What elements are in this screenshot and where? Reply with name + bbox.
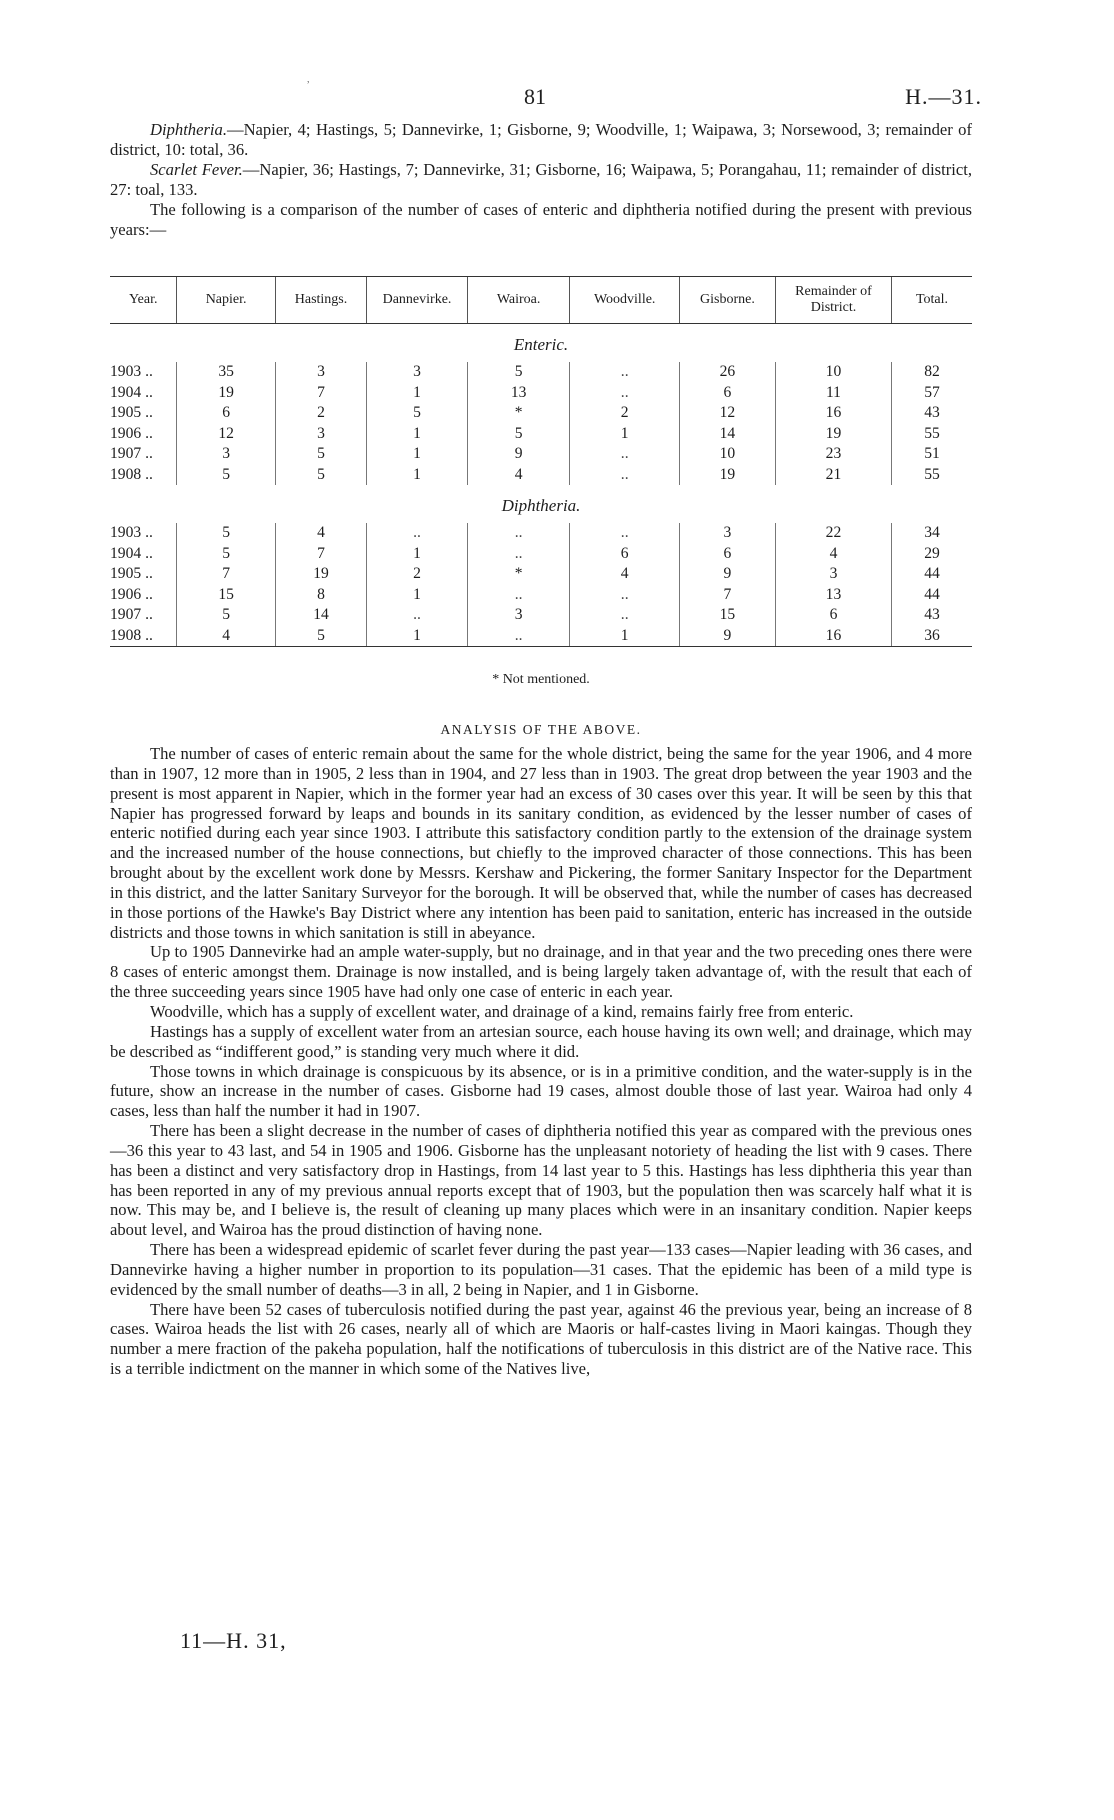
column-header: Gisborne. — [679, 277, 775, 324]
table-cell: 19 — [775, 424, 891, 445]
table-cell: 21 — [775, 465, 891, 486]
column-header: Hastings. — [275, 277, 367, 324]
table-cell: 4 — [467, 465, 570, 486]
table-cell: 6 — [775, 605, 891, 626]
analysis-paragraph: There has been a widespread epidemic of scarlet fever during the past year—133 cases—Napier leading with 36 cases, and Dannevirke having a higher number in proportion to its population—31 cases. That the epidemic has been of a mild type is evidenced by the small number of deaths—3 in all, 2 being in Napier, and 1 in Gisborne. — [110, 1240, 972, 1299]
table-cell: .. — [467, 626, 570, 647]
table-cell: 43 — [892, 605, 972, 626]
table-row — [110, 465, 972, 486]
analysis-section — [110, 720, 972, 1379]
table-cell: 29 — [892, 544, 972, 565]
table-cell: 55 — [892, 424, 972, 445]
table-cell: 1 — [570, 424, 679, 445]
table-cell: 6 — [679, 383, 775, 404]
table-cell: 3 — [775, 564, 891, 585]
page-header — [0, 84, 1114, 114]
table-cell: 12 — [679, 403, 775, 424]
table-cell: 1 — [367, 544, 467, 565]
table-cell: 1 — [367, 424, 467, 445]
year-cell: 1906 .. — [110, 585, 153, 603]
table-cell: 1 — [367, 585, 467, 606]
table-cell: 44 — [892, 564, 972, 585]
table-cell: .. — [467, 544, 570, 565]
scarlet-paragraph — [110, 160, 972, 200]
table-cell: 7 — [177, 564, 275, 585]
table-row — [110, 362, 972, 383]
table-cell: 8 — [275, 585, 367, 606]
table-row — [110, 403, 972, 424]
year-cell: 1908 .. — [110, 465, 153, 483]
table-cell: 7 — [679, 585, 775, 606]
table-footnote: * Not mentioned. — [492, 672, 590, 687]
table-cell: 82 — [892, 362, 972, 383]
analysis-paragraphs — [110, 744, 972, 1379]
year-cell: 1905 .. — [110, 404, 153, 421]
table-cell: 5 — [177, 544, 275, 565]
table-cell: 5 — [467, 362, 570, 383]
table-cell: * — [467, 403, 570, 424]
page-number: 81 — [524, 84, 546, 109]
table-row — [110, 585, 972, 606]
column-header: Woodville. — [570, 277, 679, 324]
table-cell: 5 — [275, 444, 367, 465]
table-cell: 19 — [177, 383, 275, 404]
section-title: Diphtheria. — [501, 495, 581, 515]
table-cell: 19 — [275, 564, 367, 585]
column-header: Napier. — [177, 277, 275, 324]
year-cell: 1906 .. — [110, 424, 153, 442]
table-cell: 43 — [892, 403, 972, 424]
table-cell: .. — [570, 444, 679, 465]
table-cell: 15 — [177, 585, 275, 606]
table-cell: 3 — [275, 362, 367, 383]
table-cell: 6 — [679, 544, 775, 565]
column-header: Year. — [110, 277, 177, 324]
table-cell: .. — [570, 523, 679, 544]
table-cell: .. — [467, 523, 570, 544]
analysis-paragraph: There has been a slight decrease in the number of cases of diphtheria notified this year as compared with the previous ones—36 this year to 43 last, and 54 in 1905 and 1906. Gisborne has the unpleasant notoriety of heading the list with 9 cases. There has been a distinct and very satisfactory drop in Hastings, from 14 last year to 5 this. Hastings has less diphtheria this year than has been reported in any of my previous annual reports except that of 1903, but the population then was scarcely half what it is now. This may be, and I believe is, the result of cleaning up many places which were in an insanitary condition. Napier keeps about level, and Wairoa has the proud distinction of having none. — [110, 1121, 972, 1240]
table-cell: 5 — [177, 465, 275, 486]
table-cell: 26 — [679, 362, 775, 383]
column-header: Dannevirke. — [367, 277, 467, 324]
table-cell: .. — [570, 465, 679, 486]
table-cell: 5 — [367, 403, 467, 424]
table-header — [110, 277, 972, 324]
table-cell: 9 — [679, 564, 775, 585]
table-cell: .. — [570, 362, 679, 383]
section-title: Enteric. — [513, 334, 569, 354]
table-cell: 51 — [892, 444, 972, 465]
year-cell: 1907 .. — [110, 445, 153, 462]
table-cell: .. — [570, 605, 679, 626]
table-cell: 4 — [775, 544, 891, 565]
section-heading-row — [110, 485, 972, 523]
table-cell: 44 — [892, 585, 972, 606]
table-cell: 5 — [177, 523, 275, 544]
table-cell: .. — [570, 383, 679, 404]
table-cell: 1 — [367, 383, 467, 404]
column-header: Total. — [892, 277, 972, 324]
table-header-row — [110, 277, 972, 324]
table-cell: 19 — [679, 465, 775, 486]
table-cell: 6 — [177, 403, 275, 424]
diphtheria-paragraph — [110, 120, 972, 160]
intro-section — [110, 120, 972, 240]
table-cell: 3 — [275, 424, 367, 445]
comparison-table — [110, 276, 972, 647]
table-row — [110, 544, 972, 565]
analysis-paragraph: The number of cases of enteric remain about the same for the whole district, being the same for the year 1906, and 4 more than in 1907, 12 more than in 1905, 2 less than in 1904, and 27 less than in 1903. The great drop between the year 1903 and the present is most apparent in Napier, which in the former year had an excess of 30 cases over this year. It will be seen by this that Napier has progressed forward by leaps and bounds in its sanitary condition, as evidenced by the lesser number of cases of enteric notified during each year since 1903. I attribute this satisfactory condition partly to the extension of the drainage system and the increased number of the house connections, but chiefly to the improved character of those connections. This has been brought about by the excellent work done by Messrs. Kershaw and Pickering, the former Sanitary Inspector for the Department in this district, and the latter Sanitary Surveyor for the borough. It will be observed that, while the number of cases has decreased in those portions of the Hawke's Bay District where any intention has been paid to sanitation, enteric has increased in the outside districts and those towns in which sanitation is still in abeyance. — [110, 744, 972, 942]
table-cell: 55 — [892, 465, 972, 486]
paper-reference: H.—31. — [905, 84, 982, 109]
analysis-paragraph: Woodville, which has a supply of excellent water, and drainage of a kind, remains fairly free from enteric. — [150, 1001, 854, 1021]
table-cell: 10 — [679, 444, 775, 465]
analysis-paragraph: Up to 1905 Dannevirke had an ample water-supply, but no drainage, and in that year and the two preceding ones there were 8 cases of enteric amongst them. Drainage is now installed, and is being largely taken advantage of, with the result that each of the three succeeding years since 1905 have had only one case of enteric in each year. — [110, 942, 972, 1002]
table-cell: 5 — [467, 424, 570, 445]
table-cell: 4 — [570, 564, 679, 585]
table-cell: 2 — [367, 564, 467, 585]
table-cell: 7 — [275, 383, 367, 404]
table-cell: .. — [570, 585, 679, 606]
table-cell: .. — [467, 585, 570, 606]
column-header: Remainder of District. — [775, 277, 891, 324]
table-row — [110, 523, 972, 544]
table-cell: 2 — [275, 403, 367, 424]
table-row — [110, 444, 972, 465]
analysis-paragraph: There have been 52 cases of tuberculosis notified during the past year, against 46 the previous year, being an increase of 8 cases. Wairoa heads the list with 26 cases, nearly all of which are Maoris or half-castes living in Maori kaingas. Though they number a mere fraction of the pakeha population, half the notifications of tuberculosis in this district are of the Native race. This is a terrible indictment on the manner in which some of the Natives live, — [110, 1299, 972, 1379]
table-cell: 13 — [467, 383, 570, 404]
table-row — [110, 424, 972, 445]
table-cell: 3 — [177, 444, 275, 465]
diphtheria-text: —Napier, 4; Hastings, 5; Dannevirke, 1; Gisborne, 9; Woodville, 1; Waipawa, 3; Norsewood, 3; remainder of district, 10: total, 36. — [110, 120, 972, 159]
table-cell: .. — [367, 523, 467, 544]
table-body — [110, 324, 972, 647]
table-cell: 12 — [177, 424, 275, 445]
table-cell: 15 — [679, 605, 775, 626]
year-cell: 1903 .. — [110, 363, 153, 380]
comparison-paragraph: The following is a comparison of the number of cases of enteric and diphtheria notified during the present with previous years:— — [110, 200, 972, 239]
table-cell: 16 — [775, 626, 891, 647]
table-cell: 5 — [177, 605, 275, 626]
table-row — [110, 605, 972, 626]
table-cell: 14 — [275, 605, 367, 626]
table-cell: 11 — [775, 383, 891, 404]
column-header: Wairoa. — [467, 277, 570, 324]
stray-mark: , — [307, 74, 310, 85]
table-cell: 3 — [679, 523, 775, 544]
year-cell: 1904 .. — [110, 383, 153, 401]
year-cell: 1903 .. — [110, 524, 153, 541]
table-cell: 3 — [367, 362, 467, 383]
table-cell: 14 — [679, 424, 775, 445]
table-cell: 13 — [775, 585, 891, 606]
table-cell: 4 — [177, 626, 275, 647]
table-cell: 23 — [775, 444, 891, 465]
year-cell: 1908 .. — [110, 626, 177, 647]
comparison-table-wrapper — [110, 276, 972, 647]
table-row — [110, 564, 972, 585]
analysis-heading: ANALYSIS OF THE ABOVE. — [440, 722, 642, 737]
table-cell: .. — [367, 605, 467, 626]
table-cell: 22 — [775, 523, 891, 544]
scarlet-text: —Napier, 36; Hastings, 7; Dannevirke, 31; Gisborne, 16; Waipawa, 5; Porangahau, 11; remainder of district, 27: toal, 133. — [110, 160, 973, 199]
table-cell: 10 — [775, 362, 891, 383]
table-cell: 2 — [570, 403, 679, 424]
table-cell: 35 — [177, 362, 275, 383]
table-cell: 7 — [275, 544, 367, 565]
table-cell: 1 — [570, 626, 679, 647]
table-cell: 3 — [467, 605, 570, 626]
table-cell: 6 — [570, 544, 679, 565]
table-cell: 5 — [275, 465, 367, 486]
table-cell: 1 — [367, 444, 467, 465]
table-cell: 57 — [892, 383, 972, 404]
year-cell: 1907 .. — [110, 606, 153, 623]
section-heading-row — [110, 324, 972, 363]
table-cell: 5 — [275, 626, 367, 647]
table-cell: 1 — [367, 465, 467, 486]
table-cell: 36 — [892, 626, 972, 647]
table-cell: 4 — [275, 523, 367, 544]
table-cell: 9 — [679, 626, 775, 647]
year-cell: 1904 .. — [110, 544, 153, 562]
analysis-paragraph: Hastings has a supply of excellent water from an artesian source, each house having its own well; and drainage, which may be described as “indifferent good,” is standing very much where it did. — [110, 1021, 972, 1061]
table-cell: * — [467, 564, 570, 585]
table-cell: 1 — [367, 626, 467, 647]
scarlet-label: Scarlet Fever. — [150, 160, 243, 179]
table-row — [110, 383, 972, 404]
table-cell: 16 — [775, 403, 891, 424]
analysis-paragraph: Those towns in which drainage is conspicuous by its absence, or is in a primitive condition, and the water-supply is in the future, show an increase in the number of cases. Gisborne had 19 cases, almost double those of last year. Wairoa had only 4 cases, less than half the number it had in 1907. — [110, 1061, 972, 1121]
diphtheria-label: Diphtheria. — [150, 120, 227, 139]
table-cell: 34 — [892, 523, 972, 544]
page-signature: 11—H. 31, — [180, 1628, 287, 1653]
year-cell: 1905 .. — [110, 565, 153, 582]
table-row — [110, 626, 972, 647]
table-cell: 9 — [467, 444, 570, 465]
